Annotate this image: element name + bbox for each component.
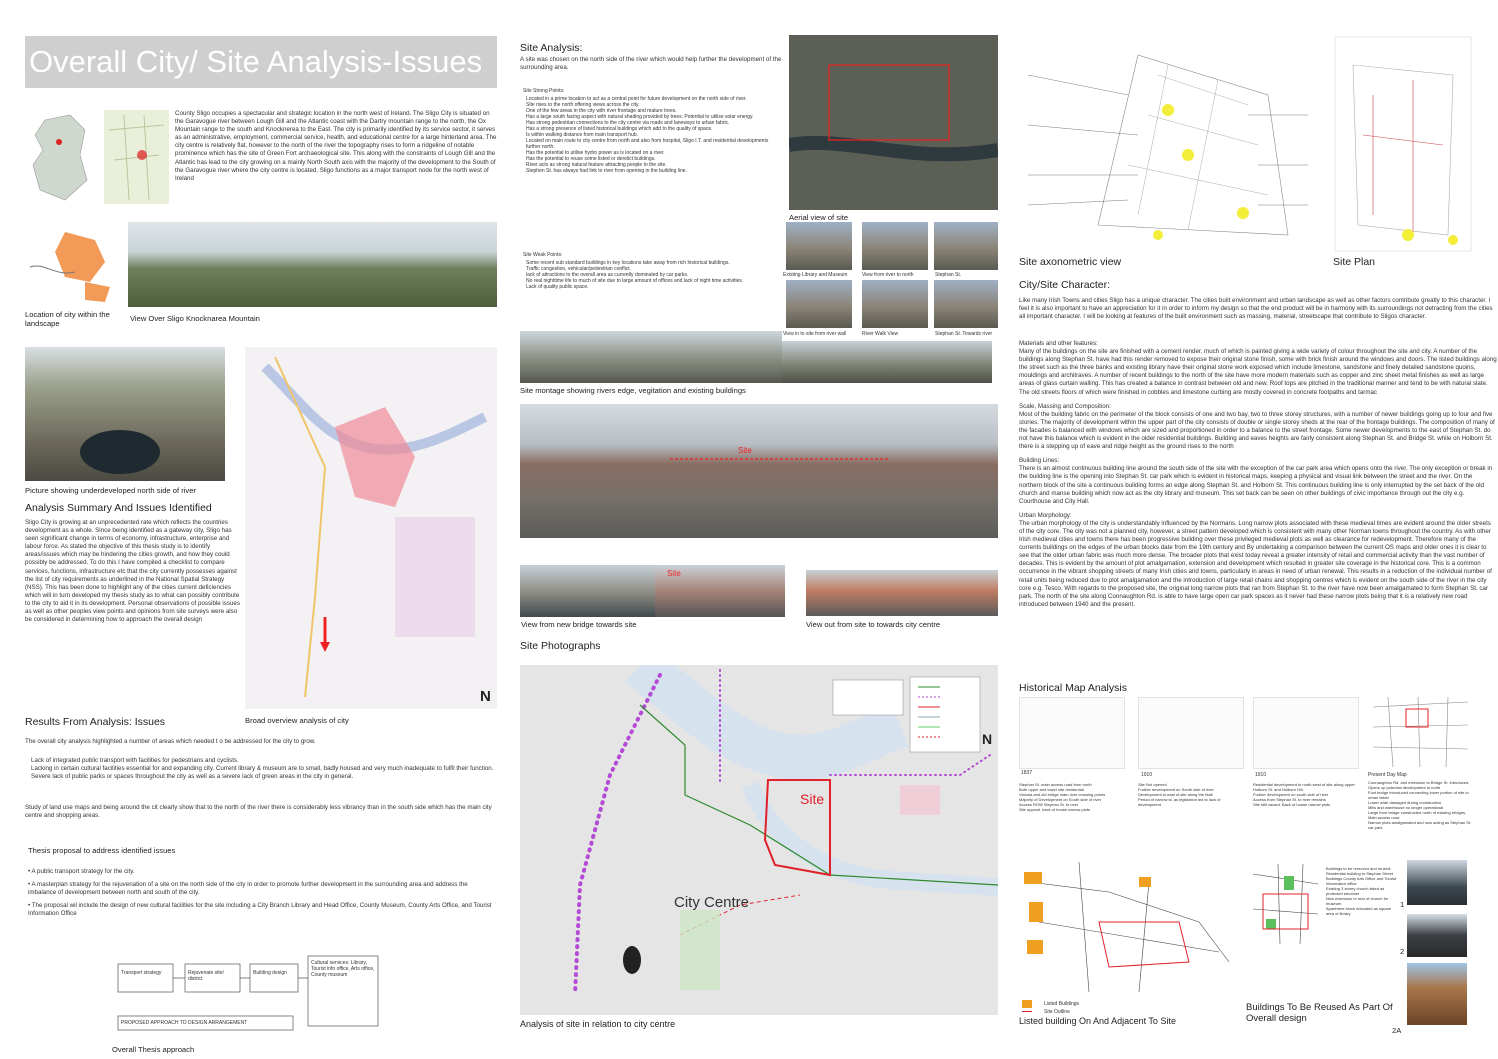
analysis-summary-body: Sligo City is growing at an unprecedented rate which reflects the countries development as a whole. Since being identified as a gateway city, Sligo has seen significant change in terms of economy, infrastructure, enterprise and labour force. As stated the objective of this thesis study is to identify areas/issues which may be hindering the cities growth, and how they could possibly be addressed. To do this I have compiled a checklist to compare services, functions, infrastructure etc that the city currently possesses against the list of city requirements as underlined in the National Spatial Strategy (NSS). This has been done to highlight any of the cities current deficiencies which will in turn developed my thesis study as to what can possibly contribute to the city to aid it in its development. Personal observations of possible issues as well as other peoples view points and opinions from site surveys were also be considered in determining how to approach the overall design [25, 519, 240, 624]
historical-heading: Historical Map Analysis [1019, 682, 1127, 694]
weak-point: lack of attractions to the overall area as currently dominated by car parks. [526, 272, 689, 278]
thesis-item-text: A public transport strategy for the city. [31, 868, 135, 875]
historical-year: 1910 [1255, 772, 1267, 778]
thesis-approach-caption: Overall Thesis approach [112, 1045, 195, 1054]
character-section-body: There is an almost continuous building line around the south side of the site with the exception of the car park area which opens onto the river. The only exception or break in the building line is the opening into Stephan St. car park which is evident in historical maps, keeping a physical and visual link between the street and the river. On the northern block of the site a continuous building forms an edge along Stephan St. and Holborn St. This continuous building line is only interrupted by the set back of the old church and manse building which now act as the city library and museum. This set back can be seen on other buildings of civic importance through out the city e.g. Courthouse and City Hall. [1019, 465, 1493, 505]
strong-point: Has the potential to utilise hydro power as is located on a river. [526, 150, 665, 156]
new-bridge-caption: View from new bridge towards site [521, 620, 637, 629]
sketch-bottom: PROPOSED APPROACH TO DESIGN ARRANGEMENT [121, 1020, 248, 1026]
panorama-site-label: Site [738, 446, 752, 455]
river-montage-photo [520, 331, 782, 383]
site-photo [934, 280, 998, 328]
photo-caption: Stephan St. [935, 272, 962, 278]
site-photographs-heading: Site Photographs [520, 640, 601, 652]
site-analysis-map [520, 665, 998, 1015]
character-section-heading: Urban Morphology: [1019, 511, 1072, 519]
results-item: Severe lack of public parks or spaces throughout the city as well as a severe lack of green areas in the city in general. [31, 773, 354, 781]
reuse-list: Buildings to be removed and reused: Residential building to Stephan Street Buildings County Arts Office and Tourist Information office Existing 3 storey church listed as protected structure New extension to rear of church for museum Apartment block relocated as square area of library [1326, 866, 1397, 916]
north-side-caption: Picture showing underdeveloped north side of river [25, 486, 196, 495]
thesis-item: • The proposal wil include the design of new cultural facilities for the site including a City Branch Library and Head Office, County Museum, County Arts Office, and Tourist Information Office [28, 902, 492, 918]
strong-point: One of the few areas in the city with river frontage and mature trees. [526, 108, 677, 114]
historical-notes: Residential development to north west of site along upper Holborn St. and Holborn Hill Further development on south side of river Access from Stephan St. to river remains Site still vacant. Back of house narrow plots [1253, 782, 1355, 807]
results-item: Lack of integrated public transport with facilities for pedestrians and cyclists. [31, 757, 239, 764]
historical-notes: Stephan St. main access road from north Both upper and lower site residential Victoria and old bridge main river crossing points Majority of Development on South side of river Access ROW Stephan St. to river Site opposit. back of house narrow plots [1019, 782, 1106, 812]
site-analysis-intro: A site was chosen on the north side of the river which would help further the development of the surrounding area. [520, 56, 782, 72]
bridge-site-label: Site [667, 569, 681, 578]
knocknarea-caption: View Over Sligo Knocknarea Mountain [130, 314, 260, 323]
weak-point: Traffic congestion, vehicular/pedestrian conflict. [526, 266, 632, 272]
analysis-summary-heading: Analysis Summary And Issues Identified [25, 502, 212, 514]
reuse-photo-number: 1 [1400, 900, 1405, 909]
strong-point: Located on main route to city centre from north and also from hospital, Sligo I.T. and residential developments further north. [526, 138, 769, 150]
strong-point: Has a large south facing aspect with natural shading provided by trees. Potential to utilise solar energy. [526, 114, 754, 120]
reuse-photo-number: 2A [1392, 1026, 1402, 1035]
site-plan-caption: Site Plan [1333, 256, 1376, 268]
thesis-heading: Thesis proposal to address identified issues [28, 846, 176, 855]
county-map [104, 110, 169, 204]
analysis-site-caption: Analysis of site in relation to city centre [520, 1019, 676, 1029]
site-panorama-photo [520, 404, 998, 538]
listed-buildings-map [1019, 862, 1241, 994]
character-section-heading: Building Lines: [1019, 457, 1060, 465]
axonometric-drawing [1018, 35, 1318, 253]
results-outro: Study of land use maps and being around the cit clearly show that to the north of the river there is considerably less vibrancy than in the south side which has the main city centre and shopping areas. [25, 804, 492, 820]
character-section-body: Many of the buildings on the site are finished with a cement render, much of which is painted giving a wide variety of colour throughout the site and city. A number of the buildings along Stephan St. have had this render removed to expose their original stone finish, some with brick finish around the windows and doors. The listed buildings along the street such as the three banks and existing library have their original stone work exposed which include limestone, sandstone and finely detailed sandstone quoins, mouldings and architraves. A number of recent buildings to the north of the site have more modern materials such as copper and zinc sheet metal finishes as well as large areas of glass curtain walling. This has created a balance in contrast between old and new. Roof tops are pitched in the traditional manner and tend to be with natural slate. The old streets floors of which were finished in cobbles and limestone curbing are mostly covered in concrete footpaths and tarmac [1019, 348, 1497, 396]
character-section-body: Most of the building fabric on the perimeter of the block consists of one and two bay, two to three storey structures, with a number of newer buildings going up to four and five stories. The majority of development within the upper part of the city consists of double or single storey sheds at the rear of the frontage buildings. The composition of many of the facades is balanced with windows which are sized and proportioned in order to a balance to the street frontage. Some newer developments to the east of Stephan St. do not have this balance which is evident in the older residential buildings. Building and eaves heights are fairly consistent along Stephan St. and Bridge St. while on Holborn St. there is a stepping up of eave and ridge height as the ground rises to the north [1019, 410, 1495, 451]
thesis-item-text: The proposal wil include the design of new cultural facilities for the site including a City Branch Library and Head Office, County Museum, County Arts Office, and Tourist Information Office [28, 902, 492, 918]
broad-overview-map [245, 347, 497, 709]
strong-point: Has strong pedestrian connections to the city centre via roads and laneways to urban fabric. [526, 120, 730, 126]
photo-caption: Existing Library and Museum [783, 272, 848, 278]
site-photo [862, 222, 928, 270]
reuse-photo [1407, 860, 1467, 905]
site-photo [786, 280, 852, 328]
character-intro: Like many Irish Towns and cities Sligo has a unique character. The cities built environment and urban landscape as well as other factors contribute greatly to this character. I feel it is also important to have an appreciation for it in order to inform my design so that the end product will be in harmony with its surroundings not detracting from the cities all important character. I will be looking at features of the built environment such as massing, material, streetscape that contribute to Sligos character. [1019, 297, 1493, 321]
page-title: Overall City/ Site Analysis-Issues [25, 36, 497, 88]
river-montage-photo-2 [782, 341, 992, 383]
results-heading: Results From Analysis: Issues [25, 716, 166, 728]
historical-map-present [1368, 697, 1474, 767]
strong-points-list [526, 96, 784, 174]
weak-point: No real nighttime life to much of site due to large amount of offices and lack of night time activities. [526, 278, 744, 284]
aerial-caption: Aerial view of site [789, 213, 849, 222]
reuse-photo [1407, 914, 1467, 957]
sketch-step: Cultural services: Library, Tourist info office, Arts office, County museum [311, 960, 375, 978]
character-heading: City/Site Character: [1019, 279, 1111, 291]
results-intro: The overall city analysis highlighted a number of areas which needed t o be addressed for the city to grow. [25, 738, 316, 745]
listed-building-caption: Listed building On And Adjacent To Site [1019, 1016, 1176, 1026]
location-sketch [25, 222, 120, 307]
intro-text: County Sligo occupies a spectacular and strategic location in the north west of Ireland. The Sligo City is situated on the Garavogue river between Lough Gill and the Atlantic coast with the Dartry mountain range to the north, the Ox Mountain range to the south and Knocknerea to the East. The city is primarily identified by its service sector, it serves as an administrative, employment, commercial service, health, and educational centre for a large hinterland area. The city centre is relatively flat, however to the north of the river the topography rises to form a ridgeline of notable prominence which has the site of Green Fort archaeological site. This along with the constraints of Lough Gill and the Atlantic has lead to the city growing on a mainly North South axis with the majority of the development to the South of the Garavogue river where the city centre is located. Sligo functions as a major transport node for the north west of Ireland [175, 110, 497, 182]
site-analysis-heading: Site Analysis: [520, 42, 583, 54]
new-bridge-photo-2 [655, 565, 785, 617]
site-photo [934, 222, 998, 270]
character-sections [1019, 338, 1497, 609]
site-to-centre-caption: View out from site to towards city centre [806, 620, 941, 629]
photo-caption: River Walk View [862, 331, 899, 337]
reuse-photo-number: 2 [1400, 947, 1405, 956]
historical-year: 1837 [1021, 770, 1033, 776]
strong-point: River acts as strong natural feature attracting people to the site. [526, 162, 667, 168]
reuse-photo [1407, 963, 1467, 1025]
photo-caption: Stephan St. Towards river [935, 331, 993, 337]
thesis-item: • A public transport strategy for the city. [28, 868, 135, 875]
legend-outline-label: Site Outline [1044, 1009, 1070, 1015]
ireland-map [25, 110, 100, 205]
strong-point: Stephen St. has always had link to river from opening in the building line. [526, 168, 687, 174]
legend-outline-swatch [1022, 1011, 1032, 1012]
overview-north-arrow: N [480, 688, 491, 705]
photo-caption: View from river to north [862, 272, 914, 278]
site-photo [786, 222, 852, 270]
site-photo [862, 280, 928, 328]
legend-listed-swatch [1022, 1000, 1032, 1008]
results-item: Lacking in certain cultural facilities essential for and expanding city. Current library & museum are to small, badly housed and very much inadequate to fulfil their function. [31, 765, 494, 773]
historical-year: Present Day Map [1368, 772, 1407, 778]
map-site-label: Site [800, 791, 825, 807]
sketch-step: Transport strategy [121, 970, 162, 976]
broad-overview-caption: Broad overview analysis of city [245, 716, 349, 725]
character-section-body: The urban morphology of the city is understandably influenced by the Normans. Long narrow plots associated with these medieval times are evident around the older streets of the city core. The city was not a planned city, however, a street pattern developed which is consistent with many other Norman towns throughout the country. As with other Irish medieval cities and towns there has been progressive building over these privileged medieval plots as well as clearance for redevelopment. Therefore many of the currents buildings on the edges of the urban blocks date from the 19th century and By undertaking a comparison between the current OS maps and older ones it is clear to see that the older urban fabric was much more dense. The broader plots that exist today reveal a greater intensity of retail and commercial activity than the vast number of decades. This is evident by the amount of plot amalgamation, extension and development which resulted in greater site coverage in the historical core. This is a common occurrence in the vibrant shopping streets of many Irish cities and towns, particularly in areas in need of urban renewal. This results in a reduction of the individual number of retail units being reduced due to plot amalgamation and the introduction of large retail chains and shopping centres which is evident on the south side of the river in the city core e.g. Tesco. With regards to the proposed site, the original long narrow plots that ran from Stephan St. to the river have now been amalgamated to form Stephan St. car park. The north of the site along Connaughton Rd. is able to have large open car park spaces as it never had these narrow plots being that it is a relatively new road introduced between 1940 and the present. [1019, 519, 1492, 608]
north-side-photo [25, 347, 225, 481]
weak-point: Lack of quality public space. [526, 284, 589, 290]
aerial-photo [789, 35, 998, 210]
historical-year: 1910 [1141, 772, 1153, 778]
weak-point: Some recent sub standard buildings in key locations take away from rich historical buildings. [526, 260, 730, 266]
strong-point: Is within walking distance from main transport hub. [526, 132, 638, 138]
character-section-heading: Scale, Massing and Composition: [1019, 402, 1111, 410]
montage-caption: Site montage showing rivers edge, vegitation and existing buildings [520, 386, 746, 395]
new-bridge-photo [520, 565, 655, 617]
location-caption: Location of city within the landscape [25, 310, 110, 328]
legend-listed-label: Listed Buildings [1044, 1001, 1080, 1007]
sketch-step: Building design [253, 970, 287, 976]
historical-notes: Site Not opened Further development on South side of river Development to east of site along the Mall Period of narrow st. as legislation led to lack of development [1138, 782, 1221, 807]
results-list [31, 757, 496, 781]
reuse-caption: Buildings To Be Reused As Part Of Overall design [1246, 1002, 1393, 1024]
thesis-item: • A masterplan strategy for the rejuvenation of a site on the north side of the city in order to promote further development in the surrounding area and address the imbalance of development between north and south of the city. [28, 881, 468, 897]
reuse-map [1248, 864, 1323, 944]
historical-map [1019, 697, 1125, 769]
historical-map [1138, 697, 1244, 769]
historical-notes: Connaughton Rd. and extension to Bridge St. introduced. Opens up potential development to north Foot bridge introduced connecting lower portion of site to urban fabric Lower wide damaged during construction Mills and warehouse no longer operational Large front bridge constructed north of existing bridges, Main access road Narrow plots amalgamated and now acting as Stephan St. car park [1368, 780, 1472, 830]
knocknarea-photo [128, 222, 497, 307]
strong-point: Site rises to the north offering views across the city. [526, 102, 640, 108]
thesis-item-text: A masterplan strategy for the rejuvenation of a site on the north side of the city in order to promote further development in the surrounding area and address the imbalance of development between north and south of the city. [28, 881, 468, 897]
strong-point: Has a strong presence of listed historical buildings which add to the quality of space. [526, 126, 713, 132]
site-plan-drawing [1333, 35, 1473, 253]
character-section-heading: Materials and other features: [1019, 340, 1098, 347]
thesis-list [28, 868, 496, 918]
strong-point: Located in a prime location to act as a central point for future development on the north side of river. [526, 96, 747, 102]
map-north-letter: N [982, 731, 993, 747]
map-city-centre-label: City Centre [674, 894, 750, 911]
axonometric-caption: Site axonometric view [1019, 256, 1122, 268]
weak-points-list [526, 260, 771, 290]
weak-heading: Site Weak Points: [523, 252, 563, 258]
photo-caption: View in to site from river wall [783, 331, 847, 337]
historical-map [1253, 697, 1359, 769]
site-to-centre-photo [806, 570, 998, 616]
thesis-sketch [110, 952, 385, 1034]
sketch-step: Rejuvenate site/ district [188, 970, 224, 982]
strong-heading: Site Strong Points: [523, 88, 565, 94]
strong-point: Has the potential to reuse some listed or derelict buildings. [526, 156, 656, 162]
